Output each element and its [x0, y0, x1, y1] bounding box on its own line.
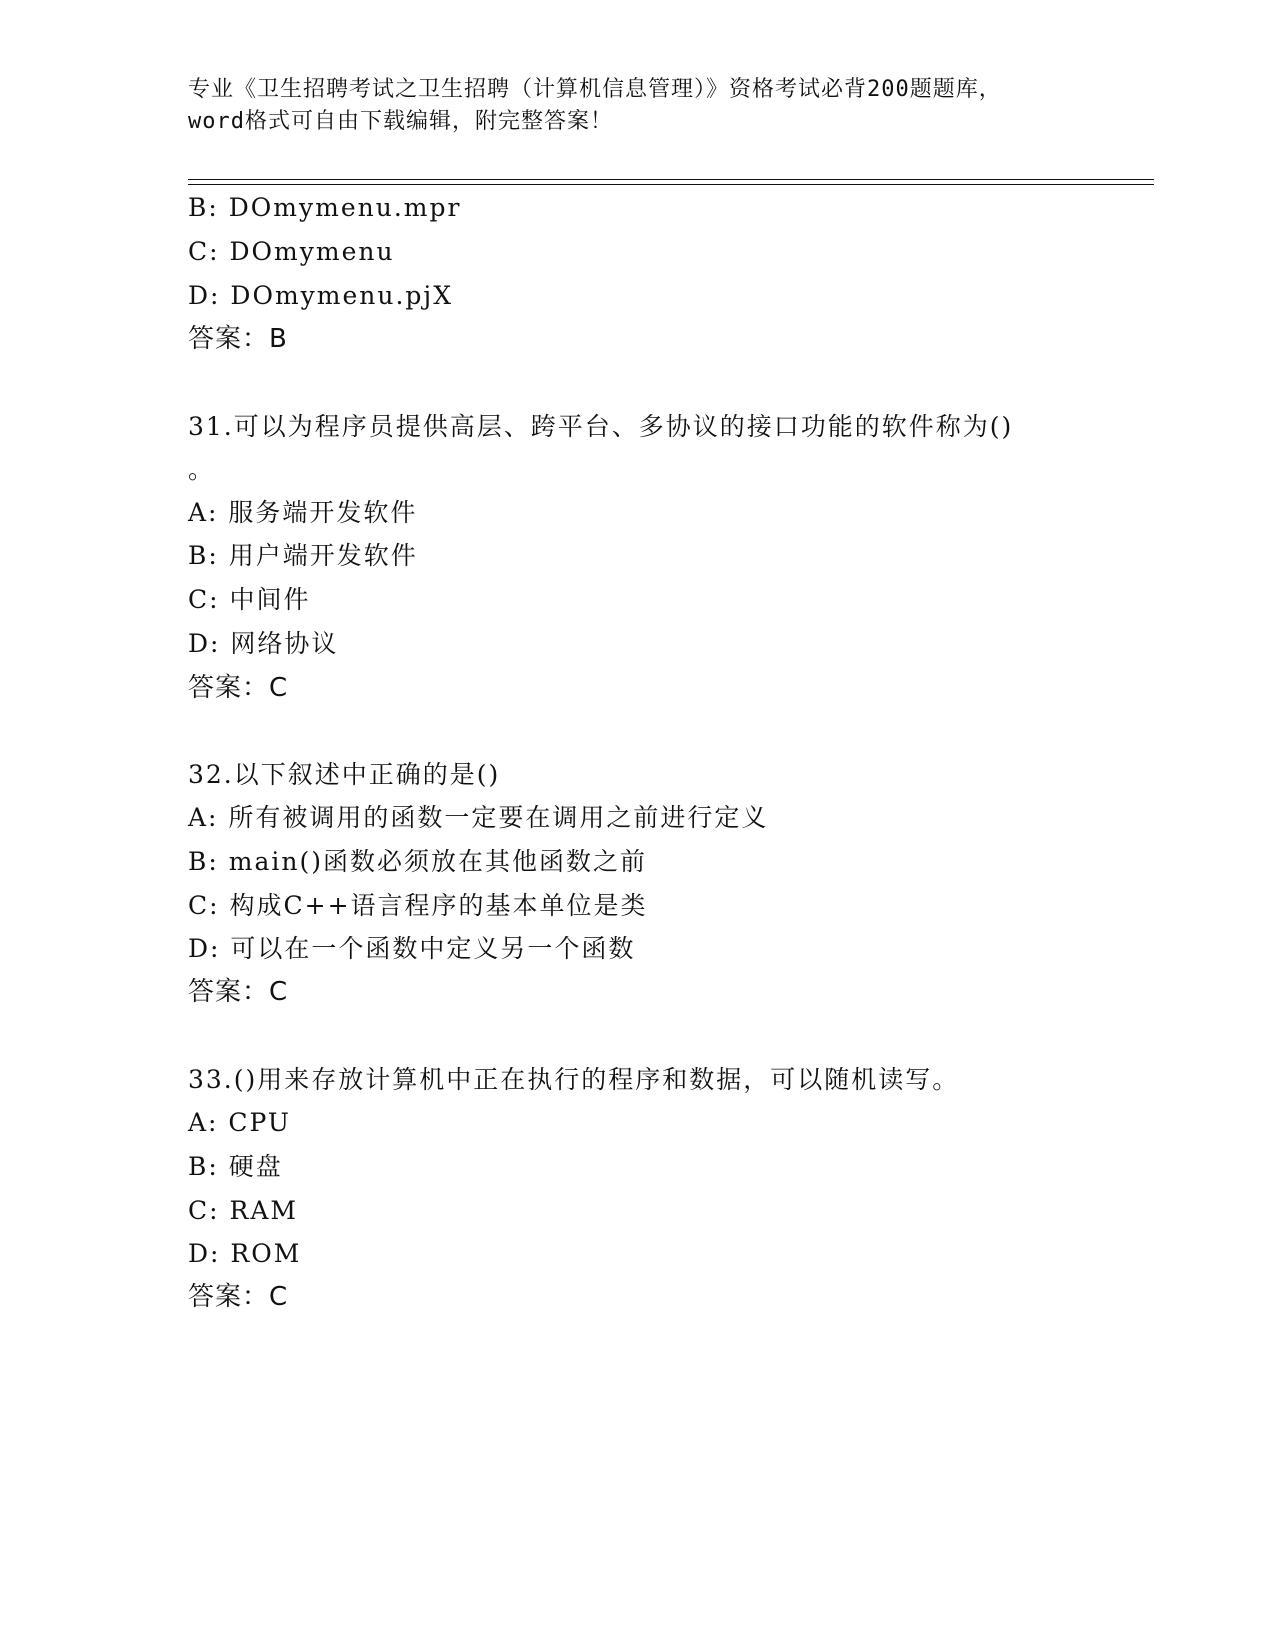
- header-line-2: word格式可自由下载编辑，附完整答案！: [188, 109, 613, 134]
- option-line: D: ROM: [188, 1239, 302, 1268]
- option-line: C: 构成C++语言程序的基本单位是类: [188, 891, 648, 920]
- option-line: A: 服务端开发软件: [188, 498, 418, 527]
- answer-line: 答案：C: [188, 1282, 289, 1312]
- option-line: B: DOmymenu.mpr: [188, 193, 462, 222]
- option-line: D: DOmymenu.pjX: [188, 281, 453, 310]
- option-line: B: 硬盘: [188, 1152, 283, 1181]
- option-line: D: 网络协议: [188, 629, 339, 658]
- option-line: B: main()函数必须放在其他函数之前: [188, 847, 647, 876]
- answer-line: 答案：C: [188, 673, 289, 703]
- document-header: [188, 74, 1088, 138]
- option-line: B: 用户端开发软件: [188, 541, 418, 570]
- question-stem: 32.以下叙述中正确的是(): [188, 760, 501, 789]
- option-line: C: 中间件: [188, 585, 311, 614]
- answer-line: 答案：B: [188, 324, 288, 354]
- question-stem: 33.()用来存放计算机中正在执行的程序和数据，可以随机读写。: [188, 1065, 960, 1094]
- option-line: A: 所有被调用的函数一定要在调用之前进行定义: [188, 803, 769, 832]
- option-line: A: CPU: [188, 1108, 292, 1137]
- header-line-1: 专业《卫生招聘考试之卫生招聘（计算机信息管理）》资格考试必背200题题库，: [188, 77, 1002, 102]
- option-line: C: DOmymenu: [188, 237, 395, 266]
- question-stem: 31.可以为程序员提供高层、跨平台、多协议的接口功能的软件称为(): [188, 412, 1014, 441]
- option-line: C: RAM: [188, 1196, 298, 1225]
- answer-line: 答案：C: [188, 977, 289, 1007]
- header-divider-top: [188, 179, 1154, 180]
- option-line: D: 可以在一个函数中定义另一个函数: [188, 934, 636, 963]
- header-divider-bottom: [188, 184, 1154, 185]
- question-stem-continued: 。: [188, 455, 216, 484]
